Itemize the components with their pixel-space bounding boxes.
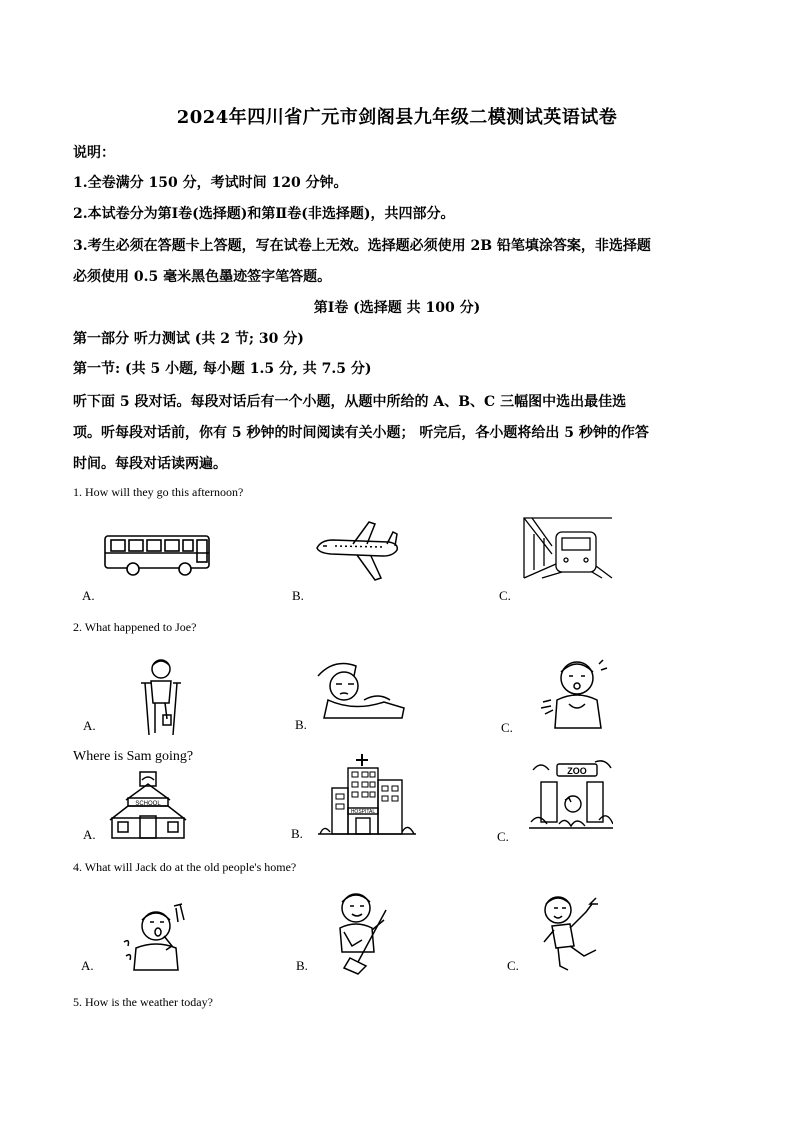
option-4b: B. [296, 958, 308, 973]
option-4c: C. [507, 958, 519, 973]
option-2b: B. [295, 717, 307, 732]
instruction-line-3: 时间。每段对话读两遍。 [73, 456, 227, 472]
option-3a: A. [83, 827, 96, 842]
singing-boy-icon [122, 902, 192, 972]
part-heading: 第一部分 听力测试 (共 2 节; 30 分) [73, 331, 304, 347]
page-title: 2024年四川省广元市剑阁县九年级二模测试英语试卷 [176, 107, 618, 128]
option-3b: B. [291, 826, 303, 841]
crutches-boy-icon [137, 657, 187, 737]
school-icon [108, 770, 188, 840]
bus-icon [103, 533, 215, 577]
school-sign-text: SCHOOL [135, 801, 161, 807]
question-2-text: 2. What happened to Joe? [73, 620, 197, 634]
question-4-text: 4. What will Jack do at the old people's home? [73, 860, 297, 874]
question-5-text: 5. How is the weather today? [73, 995, 213, 1009]
volume-heading: 第Ⅰ卷 (选择题 共 100 分) [313, 300, 481, 316]
section-heading: 第一节: (共 5 小题, 每小题 1.5 分, 共 7.5 分) [73, 361, 372, 377]
question-1-text: 1. How will they go this afternoon? [73, 485, 244, 499]
instruction-line-2: 项。听每段对话前，你有 5 秒钟的时间阅读有关小题； 听完后，各小题将给出 5 秒钟的作答 [73, 425, 649, 441]
hospital-sign-text: HOSPITAL [350, 809, 376, 815]
question-3-text: Where is Sam going? [73, 749, 194, 764]
note-line-1: 1.全卷满分 150 分，考试时间 120 分钟。 [73, 175, 348, 191]
option-3c: C. [497, 829, 509, 844]
note-line-2: 2.本试卷分为第Ⅰ卷(选择题)和第Ⅱ卷(非选择题)，共四部分。 [73, 206, 455, 222]
train-icon [522, 514, 614, 580]
zoo-icon [529, 758, 613, 836]
notes-heading: 说明： [73, 145, 115, 161]
sweeping-man-icon [330, 890, 400, 976]
option-2a: A. [83, 718, 96, 733]
note-line-3b: 必须使用 0.5 毫米黑色墨迹签字笔答题。 [73, 269, 332, 285]
dancing-boy-icon [540, 890, 604, 974]
note-line-3a: 3.考生必须在答题卡上答题，写在试卷上无效。选择题必须使用 2B 铅笔填涂答案，非选择题 [73, 238, 651, 254]
coughing-boy-icon [541, 654, 613, 730]
hospital-icon [318, 752, 416, 838]
option-4a: A. [81, 958, 94, 973]
sick-in-bed-icon [314, 656, 406, 720]
instruction-line-1: 听下面 5 段对话。每段对话后有一个小题，从题中所给的 A、B、C 三幅图中选出最佳选 [73, 394, 627, 410]
option-1a: A. [82, 588, 95, 603]
option-1b: B. [292, 588, 304, 603]
zoo-sign-text: ZOO [567, 766, 587, 776]
airplane-icon [313, 518, 403, 582]
option-2c: C. [501, 720, 513, 735]
option-1c: C. [499, 588, 511, 603]
